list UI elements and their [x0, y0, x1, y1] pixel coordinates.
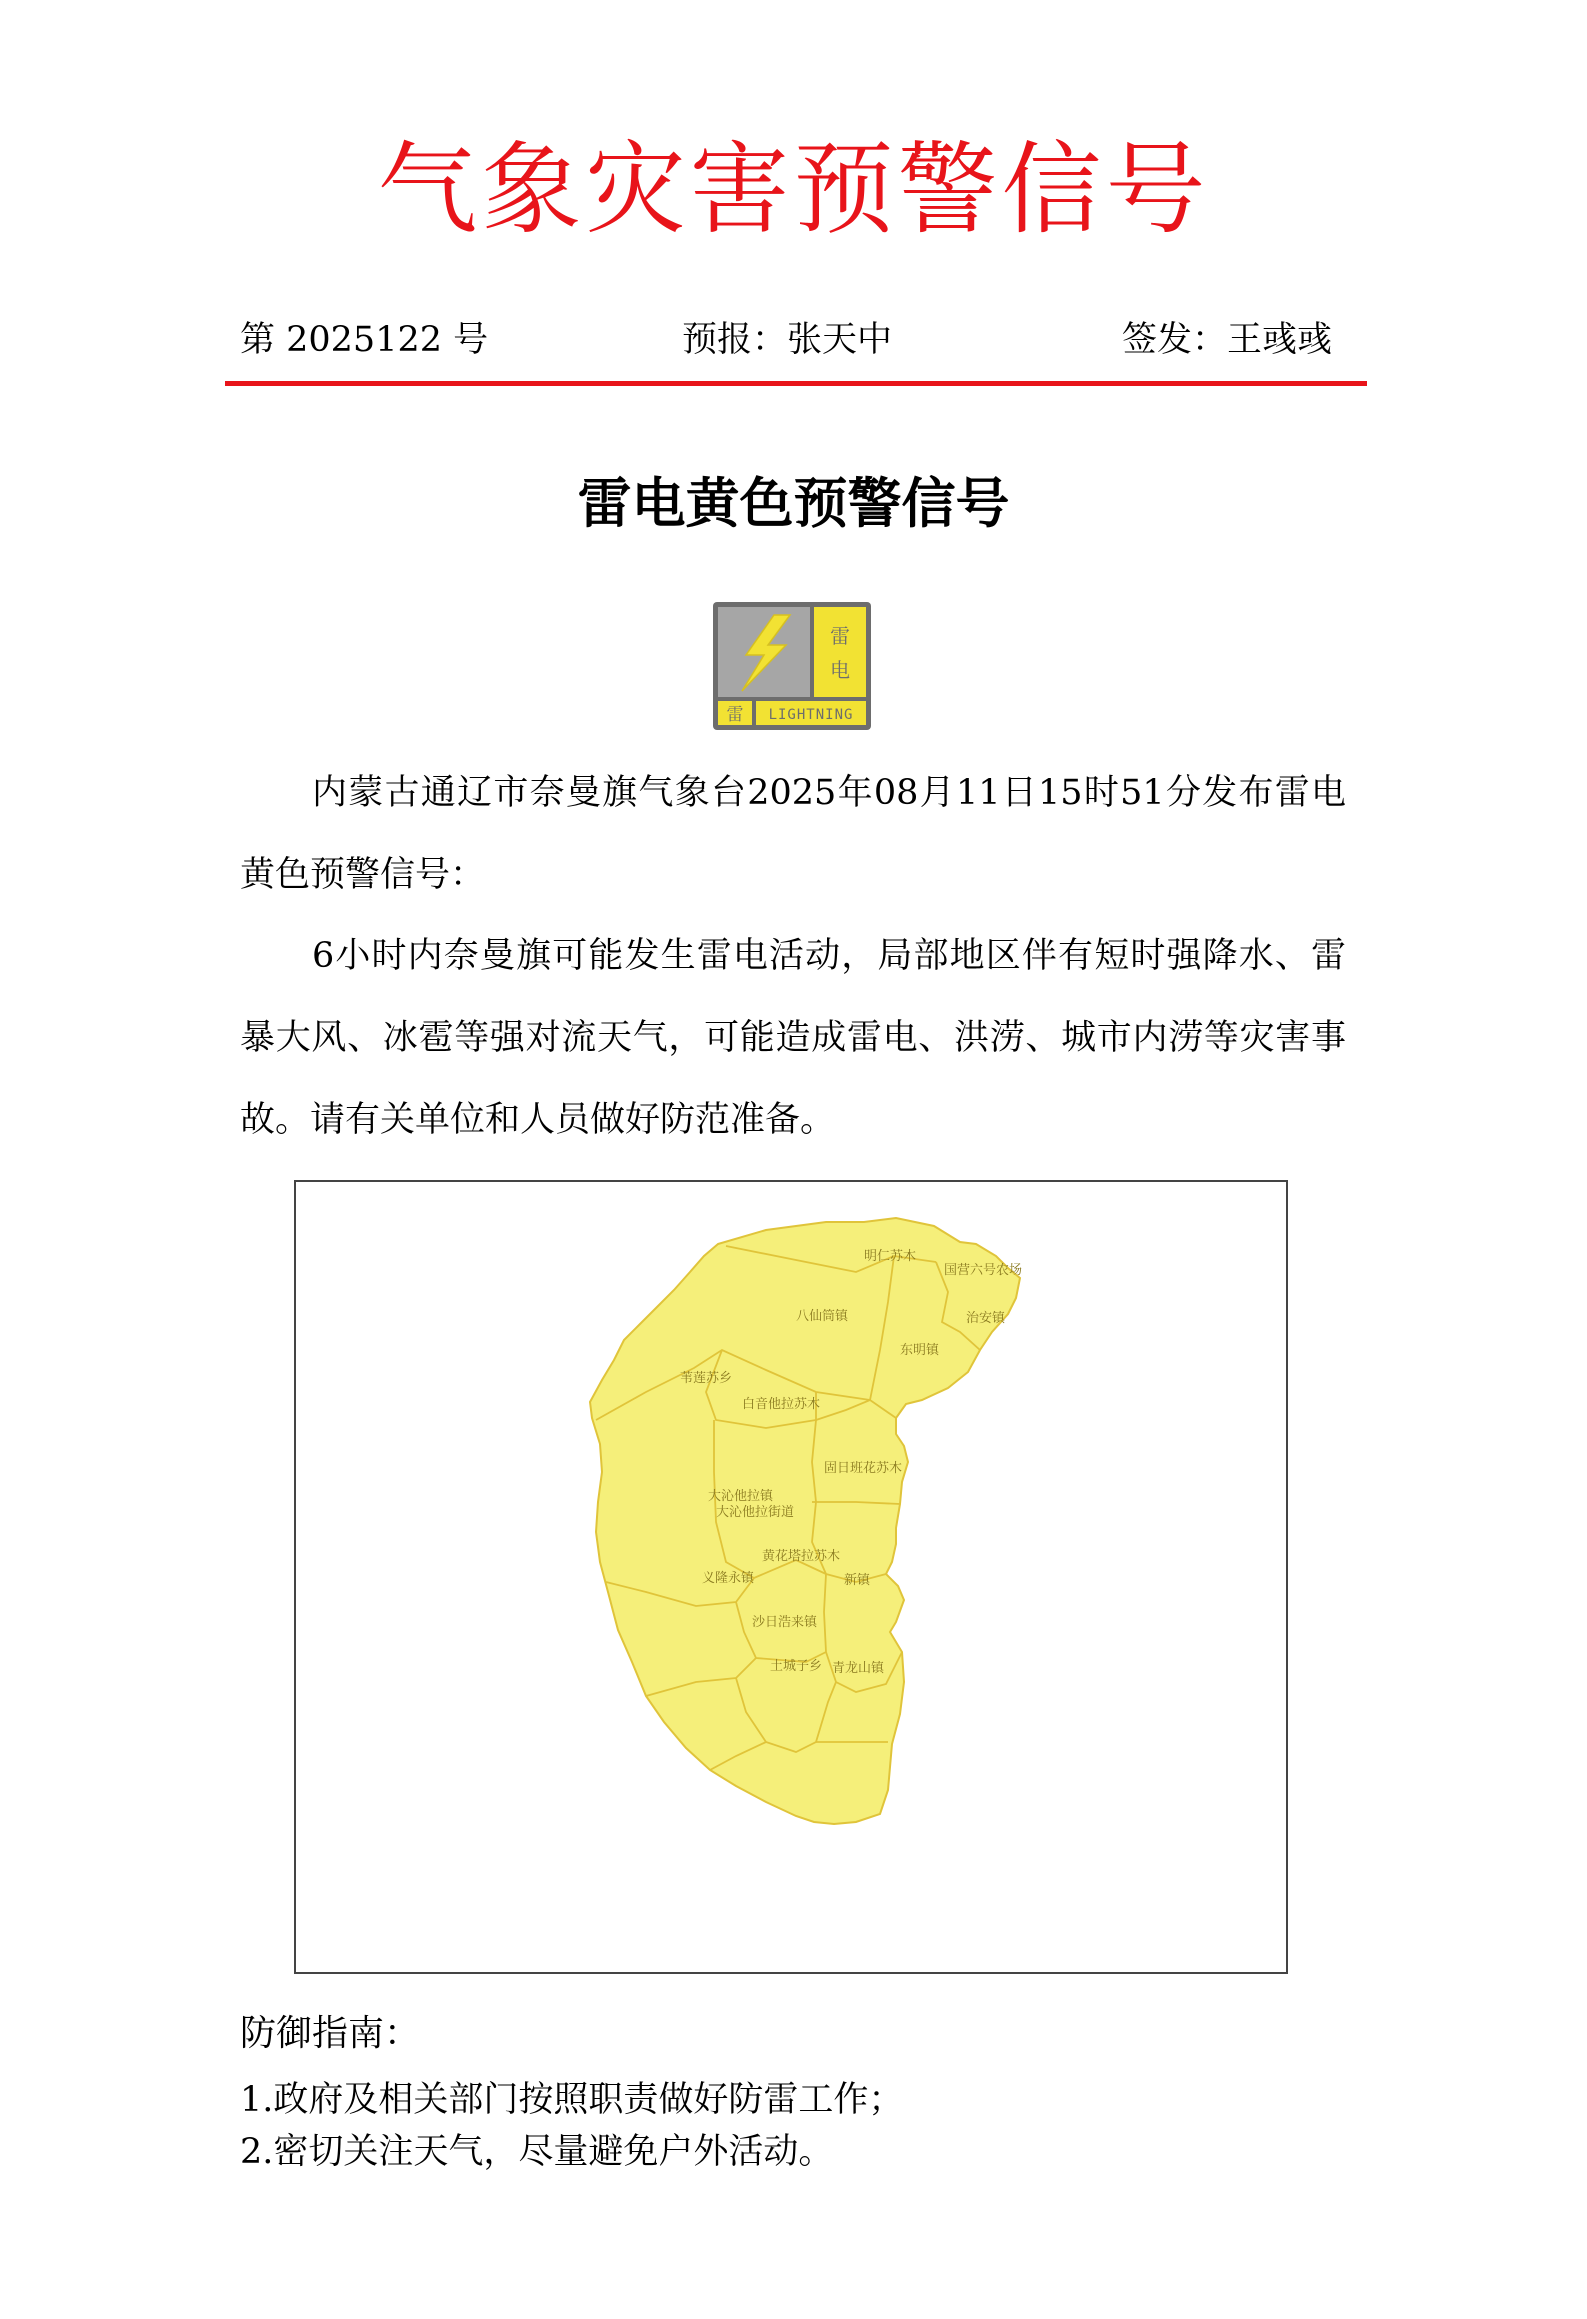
warning-paragraph-2: 6小时内奈曼旗可能发生雷电活动，局部地区伴有短时强降水、雷暴大风、冰雹等强对流天气，可能造成雷电、洪涝、城市内涝等灾害事故。请有关单位和人员做好防范准备。 — [240, 936, 1346, 1140]
icon-text-english: LIGHTNING — [768, 707, 854, 723]
town-label: 东明镇 — [900, 1343, 940, 1358]
town-label: 青龙山镇 — [832, 1661, 885, 1676]
document-title: 气象灾害预警信号 — [377, 131, 1210, 248]
town-label: 苇莲苏乡 — [680, 1371, 733, 1386]
town-label: 国营六号农场 — [944, 1263, 1023, 1278]
defense-guide-item-2: 2.密切关注天气，尽量避免户外活动。 — [240, 2132, 834, 2172]
warning-paragraph-1: 内蒙古通辽市奈曼旗气象台2025年08月11日15时51分发布雷电黄色预警信号： — [240, 773, 1346, 895]
town-label: 固日班花苏木 — [824, 1461, 903, 1476]
issuer: 签发：王彧彧 — [1122, 320, 1333, 360]
defense-guide-item-1: 1.政府及相关部门按照职责做好防雷工作； — [240, 2080, 904, 2120]
town-label: 白音他拉苏木 — [742, 1397, 821, 1412]
town-label: 新镇 — [844, 1573, 871, 1588]
map-graphic — [296, 1182, 1286, 1972]
defense-guide-title: 防御指南： — [240, 2013, 421, 2054]
warning-area-map — [294, 1180, 1288, 1974]
icon-text-vertical-1: 雷 — [830, 624, 850, 648]
forecaster: 预报：张天中 — [682, 320, 893, 360]
issue-number: 第 2025122 号 — [240, 320, 489, 360]
lightning-warning-icon — [712, 601, 872, 731]
town-label: 义隆永镇 — [702, 1571, 755, 1586]
icon-text-vertical-2: 电 — [830, 658, 850, 682]
signal-title: 雷电黄色预警信号 — [577, 471, 1010, 535]
icon-text-small: 雷 — [726, 705, 744, 725]
town-label: 黄花塔拉苏木 — [762, 1549, 841, 1564]
town-label: 治安镇 — [966, 1311, 1006, 1326]
lightning-warning-icon-graphic — [712, 601, 872, 731]
town-label: 沙日浩来镇 — [752, 1615, 818, 1630]
town-label: 大沁他拉镇 — [708, 1489, 774, 1504]
town-label: 大沁他拉街道 — [716, 1505, 795, 1520]
header-divider — [225, 381, 1367, 386]
town-label: 八仙筒镇 — [796, 1309, 849, 1324]
town-label: 土城子乡 — [770, 1659, 823, 1674]
town-label: 明仁苏木 — [864, 1249, 917, 1264]
